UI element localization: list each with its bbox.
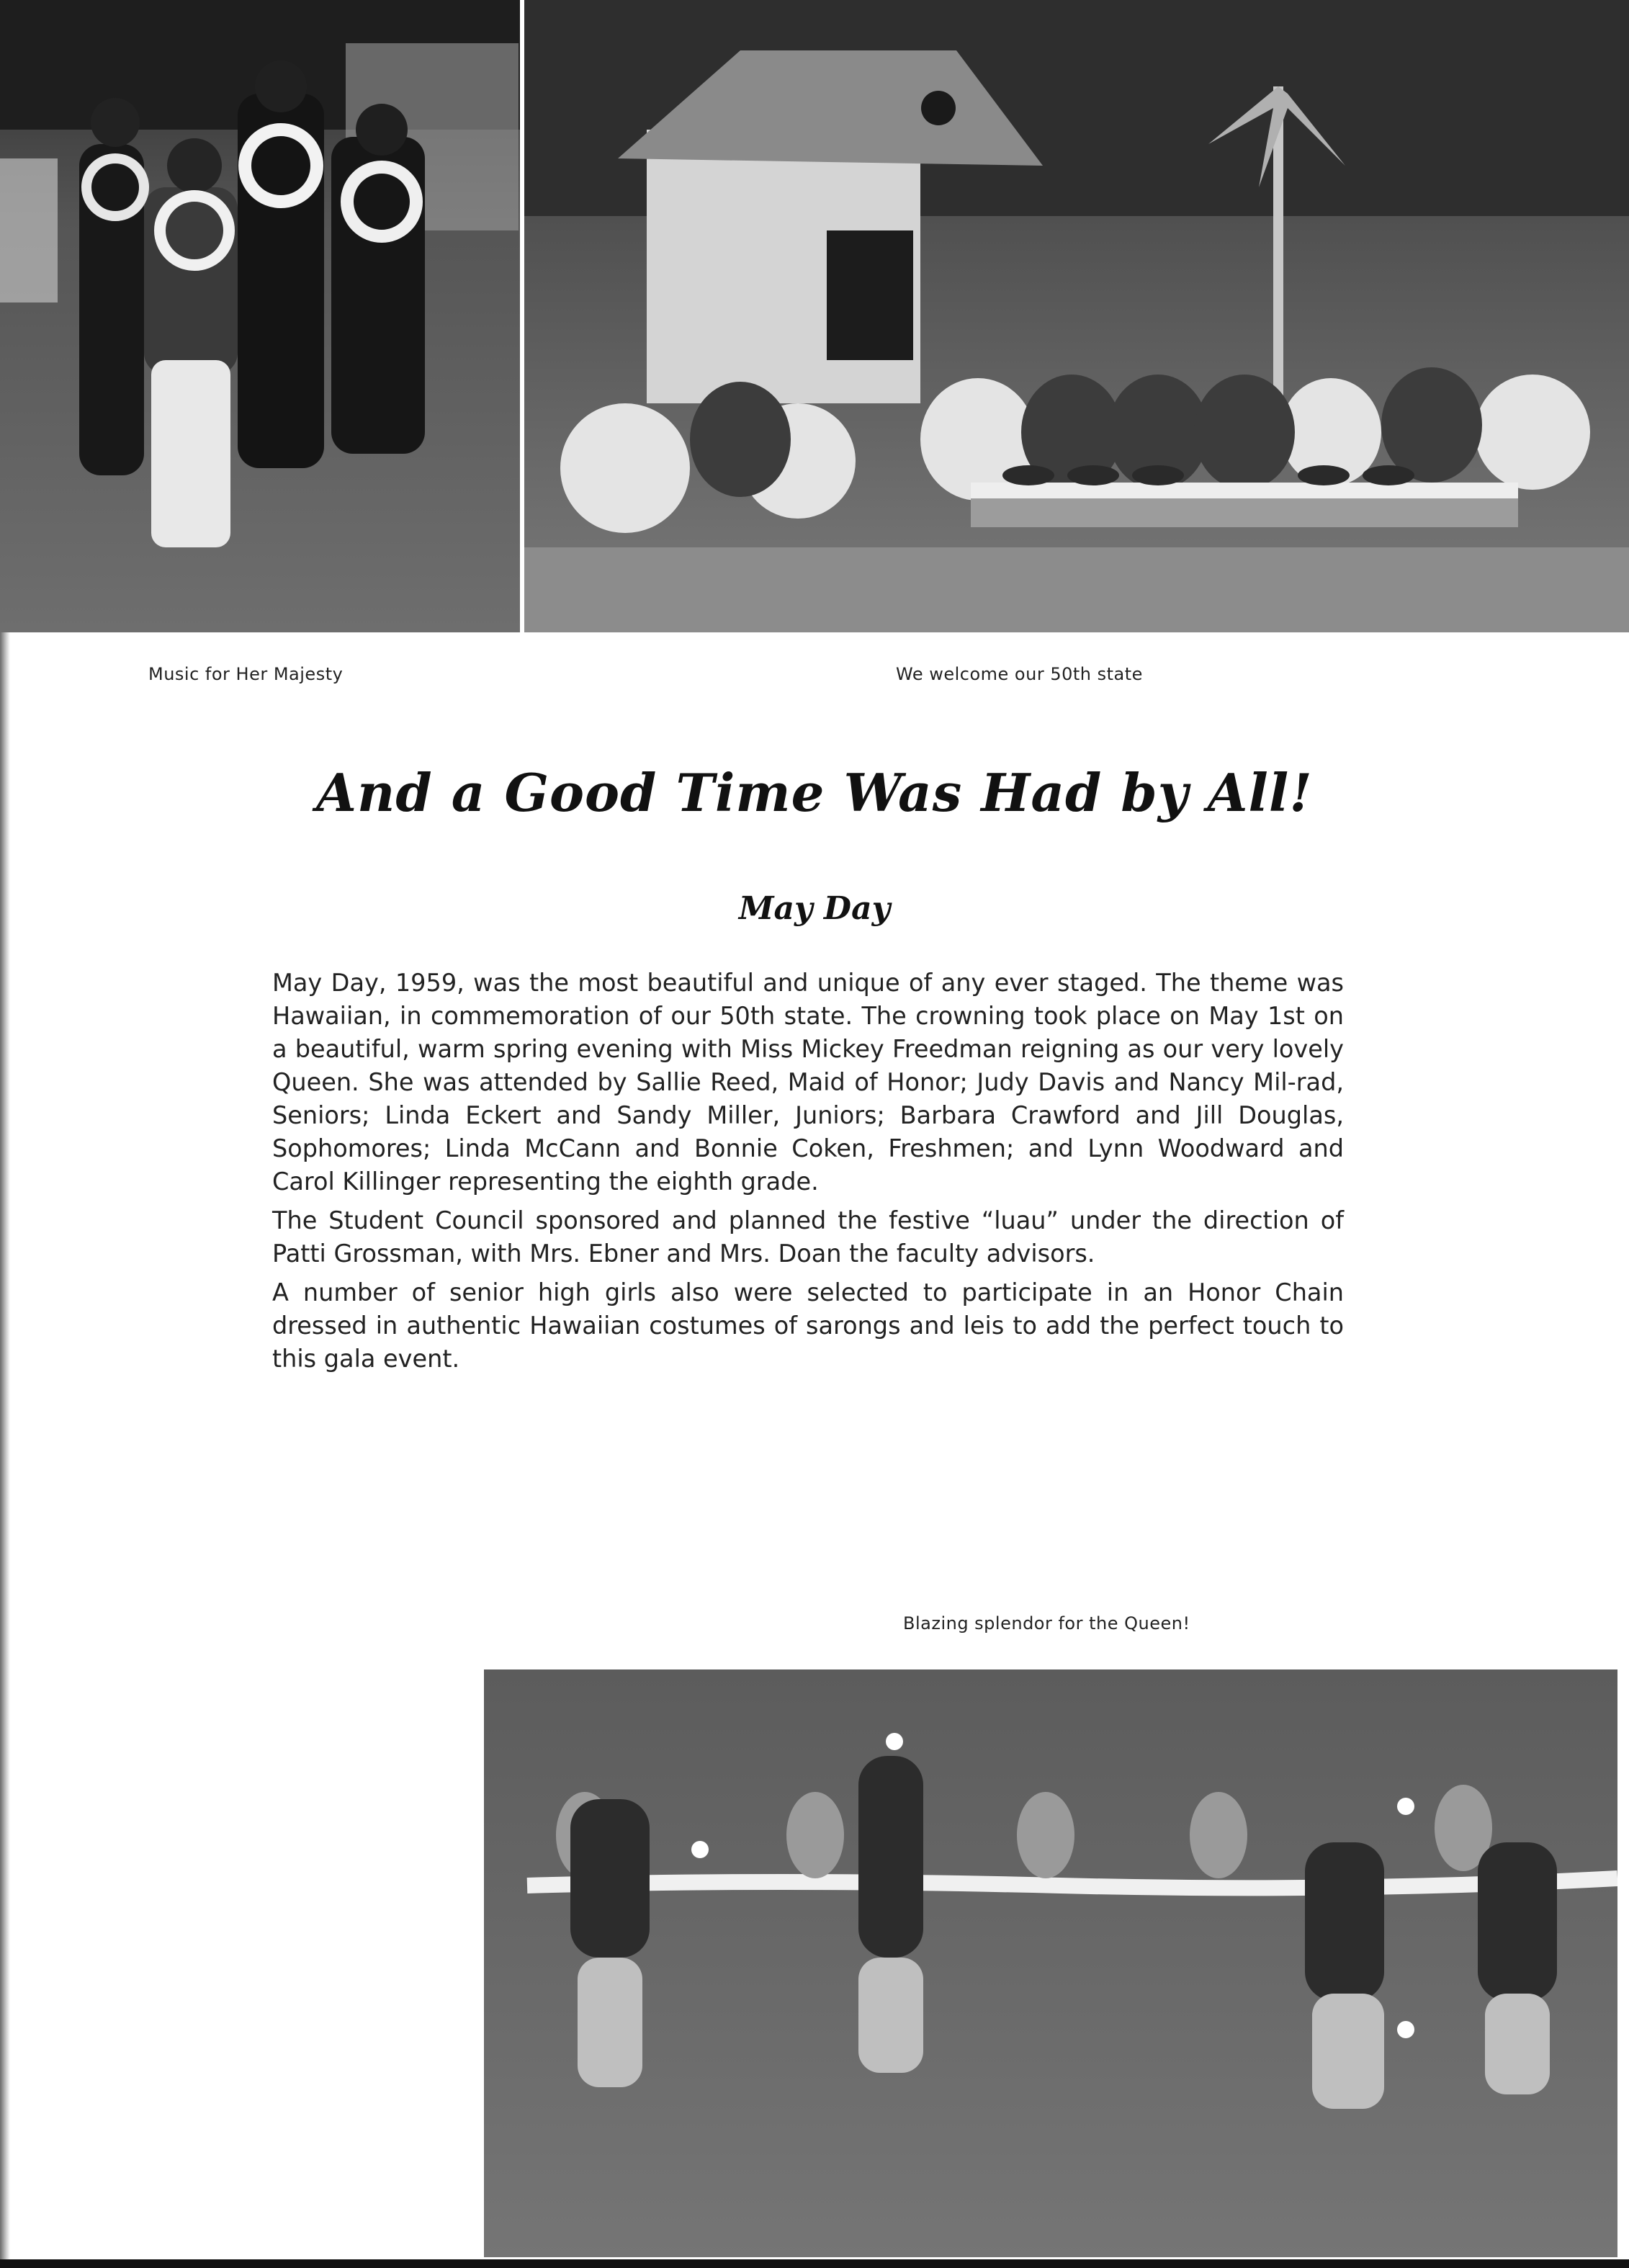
section-subhead: May Day <box>738 890 891 927</box>
page-headline: And a Good Time Was Had by All! <box>316 762 1313 823</box>
article-body <box>272 967 1344 1381</box>
caption-luau: We welcome our 50th state <box>896 664 1143 684</box>
paragraph: A number of senior high girls also were selected to participate in an Honor Chain dressed in authentic Hawaiian costumes of sarongs and leis to add the perfect touch to this gala event. <box>272 1278 1344 1373</box>
caption-honor-chain: Blazing splendor for the Queen! <box>903 1613 1190 1633</box>
photo-honor-chain-dancers <box>484 1669 1617 2257</box>
page-bottom-bar <box>0 2259 1629 2268</box>
photo-luau <box>524 0 1629 632</box>
caption-musicians: Music for Her Majesty <box>148 664 344 684</box>
photo-musicians <box>0 0 520 632</box>
paragraph: May Day, 1959, was the most beautiful and unique of any ever staged. The theme was Hawaiian, in commemoration of our 50th state. The crowning took place on May 1st on a beautiful, warm spring evening with Miss Mickey Freedman reigning as our very lovely Queen. She was attended by Sallie Reed, Maid of Honor; Judy Davis and Nancy Mil-rad, Seniors; Linda Eckert and Sandy Miller, Juniors; Barbara Crawford and Jill Douglas, Sophomores; Linda McCann and Bonnie Coken, Freshmen; and Lynn Woodward and Carol Killinger representing the eighth grade. <box>272 969 1344 1196</box>
paragraph: The Student Council sponsored and planned the festive “luau” under the direction of Patti Grossman, with Mrs. Ebner and Mrs. Doan the faculty advisors. <box>272 1206 1344 1268</box>
